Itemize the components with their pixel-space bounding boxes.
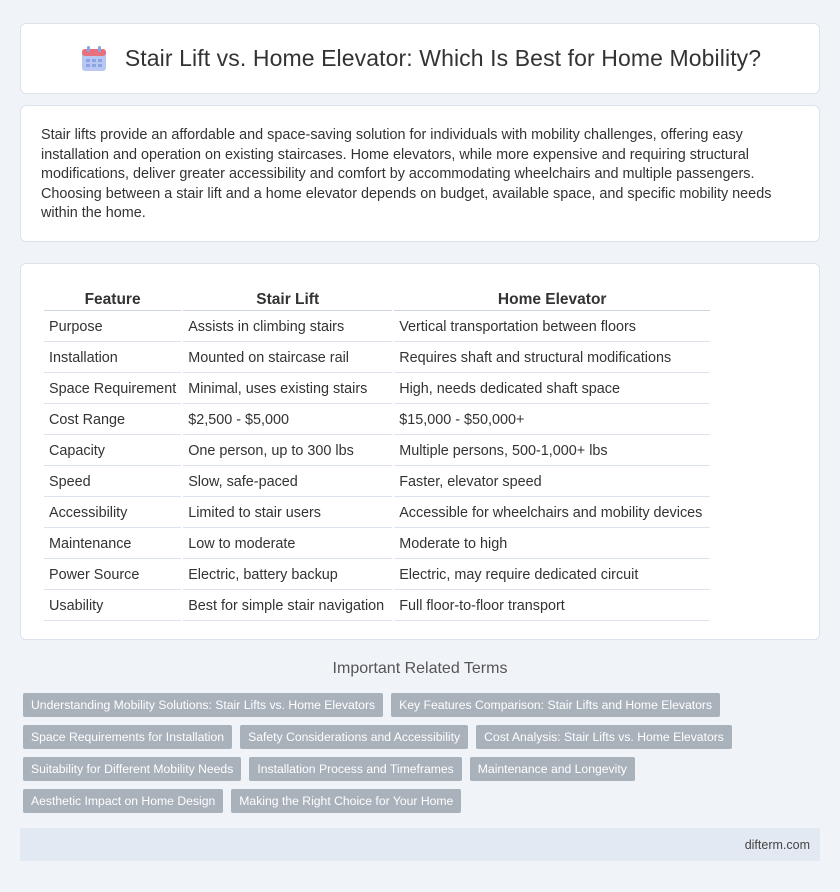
related-terms-heading: Important Related Terms — [332, 660, 508, 677]
cell-stair-lift: $2,500 - $5,000 — [183, 406, 392, 435]
table-row — [44, 561, 710, 590]
table-row — [44, 530, 710, 559]
related-term-tag[interactable]: Understanding Mobility Solutions: Stair Lifts vs. Home Elevators — [23, 693, 383, 717]
related-term-tag[interactable]: Safety Considerations and Accessibility — [240, 725, 468, 749]
header-feature: Feature — [44, 286, 181, 311]
footer — [20, 828, 820, 861]
related-terms-tags — [23, 693, 823, 821]
calendar-icon — [79, 44, 109, 74]
table-row — [44, 468, 710, 497]
related-term-tag[interactable]: Aesthetic Impact on Home Design — [23, 789, 223, 813]
related-term-tag[interactable]: Key Features Comparison: Stair Lifts and Home Elevators — [391, 693, 720, 717]
intro-card — [20, 105, 820, 242]
cell-home-elevator: High, needs dedicated shaft space — [394, 375, 710, 404]
cell-home-elevator: Full floor-to-floor transport — [394, 592, 710, 621]
cell-stair-lift: Mounted on staircase rail — [183, 344, 392, 373]
table-row — [44, 592, 710, 621]
cell-stair-lift: Limited to stair users — [183, 499, 392, 528]
cell-home-elevator: Moderate to high — [394, 530, 710, 559]
cell-stair-lift: Slow, safe-paced — [183, 468, 392, 497]
cell-stair-lift: Low to moderate — [183, 530, 392, 559]
table-body — [44, 313, 710, 621]
cell-home-elevator: $15,000 - $50,000+ — [394, 406, 710, 435]
related-term-tag[interactable]: Maintenance and Longevity — [470, 757, 635, 781]
table-row — [44, 313, 710, 342]
tag-row — [23, 693, 823, 717]
cell-stair-lift: Electric, battery backup — [183, 561, 392, 590]
cell-feature: Speed — [44, 468, 181, 497]
tag-row — [23, 725, 823, 749]
cell-home-elevator: Vertical transportation between floors — [394, 313, 710, 342]
cell-home-elevator: Multiple persons, 500-1,000+ lbs — [394, 437, 710, 466]
title-card — [20, 23, 820, 94]
cell-feature: Maintenance — [44, 530, 181, 559]
cell-home-elevator: Accessible for wheelchairs and mobility devices — [394, 499, 710, 528]
cell-feature: Usability — [44, 592, 181, 621]
cell-stair-lift: Minimal, uses existing stairs — [183, 375, 392, 404]
related-term-tag[interactable]: Cost Analysis: Stair Lifts vs. Home Elevators — [476, 725, 732, 749]
header-stair-lift: Stair Lift — [183, 286, 392, 311]
cell-home-elevator: Electric, may require dedicated circuit — [394, 561, 710, 590]
cell-home-elevator: Requires shaft and structural modifications — [394, 344, 710, 373]
cell-stair-lift: Assists in climbing stairs — [183, 313, 392, 342]
table-row — [44, 437, 710, 466]
comparison-table — [42, 284, 712, 623]
table-row — [44, 344, 710, 373]
related-term-tag[interactable]: Installation Process and Timeframes — [249, 757, 461, 781]
table-row — [44, 499, 710, 528]
cell-feature: Accessibility — [44, 499, 181, 528]
cell-feature: Purpose — [44, 313, 181, 342]
tag-row — [23, 789, 823, 813]
tag-row — [23, 757, 823, 781]
cell-feature: Capacity — [44, 437, 181, 466]
cell-stair-lift: One person, up to 300 lbs — [183, 437, 392, 466]
page-title: Stair Lift vs. Home Elevator: Which Is Best for Home Mobility? — [124, 45, 762, 71]
table-row — [44, 375, 710, 404]
related-term-tag[interactable]: Making the Right Choice for Your Home — [231, 789, 461, 813]
cell-feature: Cost Range — [44, 406, 181, 435]
table-header-row — [44, 286, 710, 311]
footer-site[interactable]: difterm.com — [744, 837, 810, 852]
cell-feature: Power Source — [44, 561, 181, 590]
cell-feature: Space Requirement — [44, 375, 181, 404]
cell-home-elevator: Faster, elevator speed — [394, 468, 710, 497]
title-wrap — [79, 44, 761, 74]
related-term-tag[interactable]: Space Requirements for Installation — [23, 725, 232, 749]
comparison-card — [20, 263, 820, 640]
table-row — [44, 406, 710, 435]
cell-stair-lift: Best for simple stair navigation — [183, 592, 392, 621]
intro-text: Stair lifts provide an affordable and space-saving solution for individuals with mobility challenges, offering easy installation and operation on existing staircases. Home elevators, while more expensive and requiring structural modifications, deliver greater accessibility and comfort by accommodating wheelchairs and multiple passengers. Choosing between a stair lift and a home elevator depends on budget, available space, and specific mobility needs within the home. — [41, 127, 772, 221]
header-home-elevator: Home Elevator — [394, 286, 710, 311]
related-term-tag[interactable]: Suitability for Different Mobility Needs — [23, 757, 241, 781]
cell-feature: Installation — [44, 344, 181, 373]
